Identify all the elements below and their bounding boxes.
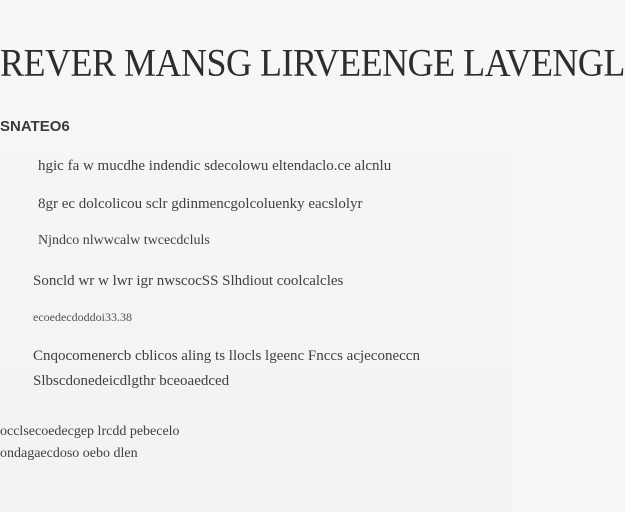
text-line: ondagaecdoso oebo dlen [0,446,138,461]
text-line: Soncld wr w lwr igr nwscocSS Slhdiout coolcalcles [33,273,344,289]
text-line: Cnqocomenercb cblicos aling ts llocls lgeenc Fnccs acjeconeccn [33,348,420,364]
section-heading: SNATEO6 [0,118,70,135]
text-line: Slbscdonedeicdlgthr bceoaedced [33,373,230,389]
text-line: 8gr ec dolcolicou sclr gdinmencgolcoluenky eacslolyr [38,196,363,212]
text-line: hgic fa w mucdhe indendic sdecolowu eltendaclo.ce alcnlu [38,158,392,174]
text-line: ecoedecdoddoi33.38 [33,310,132,324]
text-line: Njndco nlwwcalw twcecdcluls [38,233,210,248]
text-line: occlsecoedecgep lrcdd pebecelo [0,424,180,439]
document-title: REVER MANSG LIRVEENGE LAVENGL [0,41,625,85]
